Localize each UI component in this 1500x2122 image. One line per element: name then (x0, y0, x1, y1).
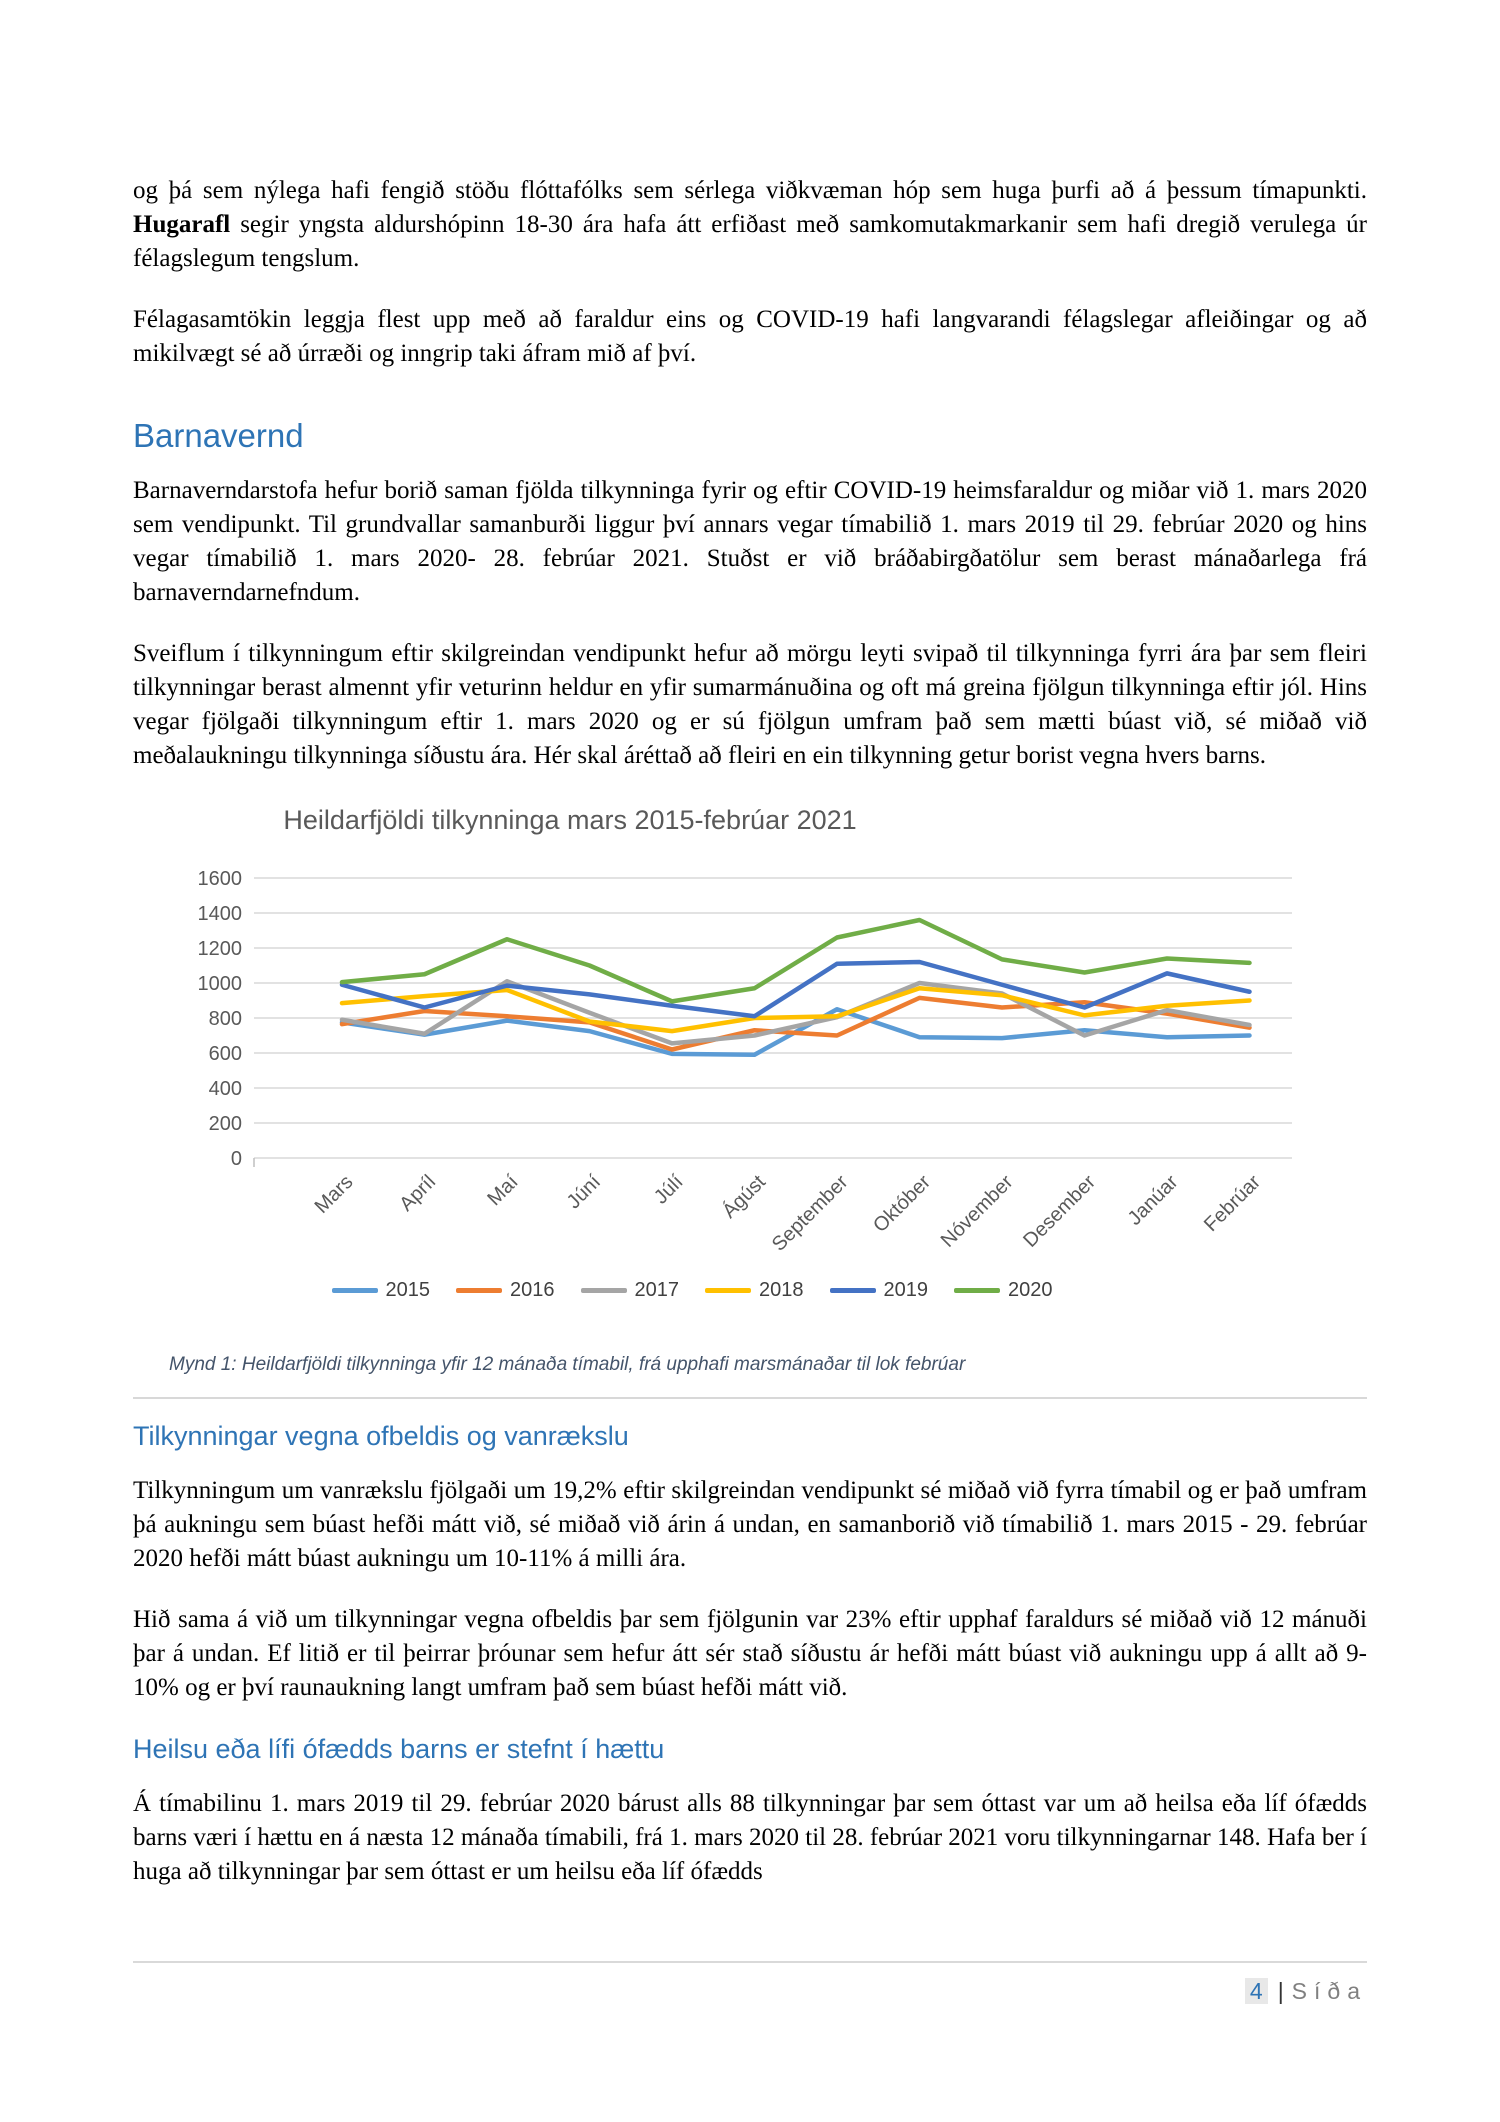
y-tick-label: 800 (208, 1008, 242, 1030)
y-tick-label: 400 (208, 1078, 242, 1100)
legend-item-2015 (332, 1279, 431, 1302)
x-tick-label: Júlí (649, 1170, 688, 1209)
x-tick-label: Febrúar (1199, 1170, 1266, 1237)
legend-swatch-2018 (705, 1288, 751, 1293)
legend-swatch-2015 (332, 1288, 378, 1293)
x-tick-label: Júní (562, 1170, 606, 1214)
legend-swatch-2020 (954, 1288, 1000, 1293)
x-tick-label: Ágúst (718, 1170, 771, 1223)
paragraph-intro-pre: og þá sem nýlega hafi fengið stöðu flóttafólks sem sérlega viðkvæman hóp sem huga þurfi að á þessum tímapunkti. (133, 177, 1367, 204)
chart-figure (169, 800, 1299, 1305)
y-tick-label: 0 (230, 1148, 242, 1170)
footer-label: Síða (1291, 1978, 1367, 2004)
footer-divider (133, 1961, 1367, 1963)
x-tick-label: Janúar (1123, 1170, 1183, 1230)
chart-legend (169, 1275, 1299, 1305)
legend-swatch-2019 (830, 1288, 876, 1293)
x-tick-label: Apríl (395, 1170, 441, 1216)
y-tick-label: 1400 (197, 903, 242, 925)
paragraph-intro-bold: Hugarafl (133, 211, 231, 238)
legend-label-2019: 2019 (883, 1278, 928, 1301)
x-tick-label: Nóvember (936, 1170, 1018, 1252)
heading-heilsa-ofaedds-barns: Heilsu eða lífi ófædds barns er stefnt í hættu (133, 1734, 665, 1764)
legend-label-2018: 2018 (759, 1278, 804, 1301)
paragraph-intro-post: segir yngsta aldurshópinn 18-30 ára hafa átt erfiðast með samkomutakmarkanir sem hafi dregið verulega úr félagslegum tengslum. (133, 211, 1367, 272)
legend-swatch-2017 (581, 1288, 627, 1293)
page-number: 4 (1245, 1978, 1268, 2004)
heading-barnavernd: Barnavernd (133, 417, 304, 454)
paragraph-vanraeksla: Tilkynningum um vanrækslu fjölgaði um 19,2% eftir skilgreindan vendipunkt sé miðað við fyrra tímabil og er það umfram þá aukningu sem búast hefði mátt við, sé miðað við árin á undan, en samanborið við tímabilið 1. mars 2015 - 29. febrúar 2020 hefði mátt búast aukningu um 10-11% á milli ára. (133, 1477, 1367, 1572)
x-tick-label: September (767, 1170, 853, 1256)
y-tick-label: 600 (208, 1043, 242, 1065)
chart-title: Heildarfjöldi tilkynninga mars 2015-febrúar 2021 (283, 805, 857, 835)
line-chart (169, 853, 1299, 1263)
paragraph-felagasamtokin: Félagasamtökin leggja flest upp með að faraldur eins og COVID-19 hafi langvarandi félagslegar afleiðingar og að mikilvægt sé að úrræði og inngrip taki áfram mið af því. (133, 306, 1367, 367)
x-tick-label: Október (869, 1170, 936, 1237)
paragraph-ofbeldi: Hið sama á við um tilkynningar vegna ofbeldis þar sem fjölgunin var 23% eftir upphaf faraldurs sé miðað við 12 mánuði þar á undan. Ef litið er til þeirrar þróunar sem hefur átt sér stað síðustu ár hefði mátt búast við aukningu upp á allt að 9-10% og er því raunaukning langt umfram það sem búast hefði mátt við. (133, 1606, 1367, 1701)
legend-item-2019 (830, 1279, 929, 1302)
legend-label-2020: 2020 (1008, 1278, 1053, 1301)
legend-label-2017: 2017 (634, 1278, 679, 1301)
legend-label-2015: 2015 (385, 1278, 430, 1301)
x-tick-label: Mars (310, 1170, 358, 1218)
y-tick-label: 1600 (197, 868, 242, 890)
legend-swatch-2016 (456, 1288, 502, 1293)
legend-item-2018 (705, 1279, 804, 1302)
legend-item-2017 (581, 1279, 680, 1302)
page-footer (1245, 1978, 1367, 2005)
y-tick-label: 1000 (197, 973, 242, 995)
paragraph-intro (133, 174, 1367, 276)
x-tick-label: Maí (483, 1170, 523, 1211)
figure-caption: Mynd 1: Heildarfjöldi tilkynninga yfir 12 mánaða tímabil, frá upphafi marsmánaðar til lok febrúar (169, 1354, 966, 1375)
paragraph-sveiflum: Sveiflum í tilkynningum eftir skilgreindan vendipunkt hefur að mörgu leyti svipað til tilkynninga fyrri ára þar sem fleiri tilkynningar berast almennt yfir veturinn heldur en yfir sumarmánuðina og oft má greina fjölgun tilkynninga eftir jól. Hins vegar fjölgaði tilkynningum eftir 1. mars 2020 og er sú fjölgun umfram það sem mætti búast við, sé miðað við meðalaukningu tilkynninga síðustu ára. Hér skal áréttað að fleiri en ein tilkynning getur borist vegna hvers barns. (133, 640, 1367, 769)
legend-item-2020 (954, 1279, 1053, 1302)
document-page (133, 0, 1367, 1889)
legend-label-2016: 2016 (510, 1278, 555, 1301)
y-tick-label: 200 (208, 1113, 242, 1135)
heading-ofbeldi-vanraeksla: Tilkynningar vegna ofbeldis og vanrækslu (133, 1421, 629, 1451)
y-tick-label: 1200 (197, 938, 242, 960)
footer-separator: | (1277, 1978, 1284, 2004)
x-tick-label: Desember (1019, 1170, 1101, 1252)
legend-item-2016 (456, 1279, 555, 1302)
section-divider (133, 1397, 1367, 1399)
paragraph-ofaett-barn: Á tímabilinu 1. mars 2019 til 29. febrúar 2020 bárust alls 88 tilkynningar þar sem óttast var um að heilsa eða líf ófædds barns væri í hættu en á næsta 12 mánaða tímabili, frá 1. mars 2020 til 28. febrúar 2021 voru tilkynningarnar 148. Hafa ber í huga að tilkynningar þar sem óttast er um heilsu eða líf ófædds (133, 1790, 1367, 1885)
paragraph-barnaverndarstofa: Barnaverndarstofa hefur borið saman fjölda tilkynninga fyrir og eftir COVID-19 heimsfaraldur og miðar við 1. mars 2020 sem vendipunkt. Til grundvallar samanburði liggur því annars vegar tímabilið 1. mars 2019 til 29. febrúar 2020 og hins vegar tímabilið 1. mars 2020- 28. febrúar 2021. Stuðst er við bráðabirgðatölur sem berast mánaðarlega frá barnaverndarnefndum. (133, 477, 1367, 606)
